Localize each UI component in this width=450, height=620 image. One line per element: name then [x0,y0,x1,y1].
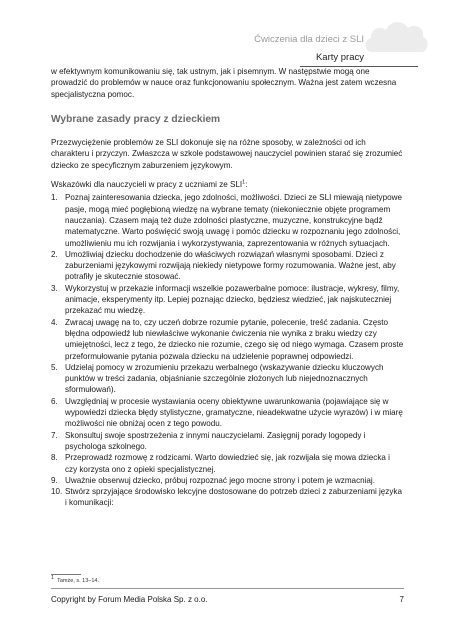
page-number: 7 [399,595,404,604]
list-item [51,192,404,248]
header-title: Ćwiczenia dla dzieci z SLI [254,34,364,45]
intro-paragraph: w efektywnym komunikowaniu się, tak ustnym, jak i pisemnym. W następstwie mogą one prowadzić do problemów w nauce oraz funkcjonowaniu społecznym. Ważna jest zatem wczesna specjalistyczna pomoc. [51,67,397,99]
list-item-number: 6. [51,396,58,406]
list-item [51,475,404,486]
list-item-text: Zwracaj uwagę na to, czy uczeń dobrze rozumie pytanie, polecenie, treść zadania. Często błędna odpowiedź lub niewłaściwe wykonanie ćwiczenia nie wynika z braku wiedzy czy umiejętności, lecz z tego, że dziecko nie rozumie, czego się od niego wymaga. Czasem proste przeformułowanie pytania pozwala dziecku na udzielenie poprawnej odpowiedzi. [65,317,404,361]
list-item-number: 9. [51,475,58,485]
footnote-reference: 1 [242,179,246,186]
list-item-text: Uwzględniaj w procesie wystawiania oceny obiektywne uwarunkowania (pojawiające się w wypowiedzi dziecka błędy stylistyczne, gramatyczne, nieadekwatne użycie wyrazów) i w miarę możliwości nie obniżaj ocen z tego powodu. [65,396,403,429]
list-item-number: 4. [51,317,58,327]
list-item-number: 7. [51,430,58,440]
list-item-text: Wykorzystuj w przekazie informacji wszelkie pozawerbalne pomoce: ilustracje, wykresy, filmy, animacje, eksperymenty itp. Lepiej poznając dziecko, będziesz wiedzieć, jak najskuteczniej przekazać mu wiedzę. [65,283,400,316]
list-item [51,283,404,317]
list-item [51,249,404,283]
list-item-text: Stwórz sprzyjające środowisko lekcyjne dostosowane do potrzeb dzieci z zaburzeniami języka i komunikacji: [65,487,402,508]
header-subtitle: Karty pracy [315,52,364,63]
list-item-number: 2. [51,249,58,259]
list-intro-text: Wskazówki dla nauczycieli w pracy z uczniami ze SLI [51,180,243,190]
copyright-text: Copyright by Forum Media Polska Sp. z o.o. [51,595,208,604]
page-header [0,14,450,64]
list-item [51,452,404,475]
list-item [51,486,404,509]
list-item [51,362,404,396]
list-item-text: Udzielaj pomocy w zrozumieniu przekazu werbalnego (wskazywanie dziecku kluczowych punktów w treści zadania, objaśnianie szczególnie złożonych lub niejednoznacznych sformułowań). [65,362,384,395]
list-item [51,396,404,430]
section-paragraph: Przezwyciężenie problemów ze SLI dokonuje się na różne sposoby, w zależności od ich charakteru i przyczyn. Zwłaszcza w szkole podstawowej nauczyciel powinien starać się zrozumieć dziecko ze specyficznym zaburzeniem językowym. [51,138,403,170]
cloud-icon [362,18,430,56]
list-intro [51,179,404,190]
list-item-text: Poznaj zainteresowania dziecka, jego zdolności, możliwości. Dzieci ze SLI miewają nietypowe pasje, mogą mieć pogłębioną wiedzę na wybrane tematy (niekoniecznie objęte programem nauczania). Czasem mają też duże zdolności plastyczne, muzyczne, konstrukcyjne bądź matematyczne. Warto poświęcić swoją uwagę i pomóc dziecku w rozpoznaniu jego zdolności, umożliwieniu mu ich rozwijania i wykorzystywania, zaprezentowania w różnych sytuacjach. [65,193,402,248]
list-item [51,430,404,453]
tips-list [51,192,404,508]
list-item-text: Uważnie obserwuj dziecko, próbuj rozpoznać jego mocne strony i potem je wzmacniaj. [65,475,375,485]
list-item-number: 5. [51,362,58,372]
footnote [51,575,100,584]
list-item-number: 10. [51,487,63,497]
footnote-text: Tamże, s. 13–14. [57,578,100,584]
list-item-number: 1. [51,193,58,203]
list-item [51,317,404,362]
list-item-number: 8. [51,453,58,463]
section-title: Wybrane zasady pracy z dzieckiem [51,113,221,125]
list-item-number: 3. [51,283,58,293]
main-content [51,66,404,509]
footer-divider [51,588,404,589]
list-item-text: Skonsultuj swoje spostrzeżenia z innymi nauczycielami. Zasięgnij porady logopedy i psychologa szkolnego. [65,430,366,451]
list-intro-end: : [245,180,248,190]
list-item-text: Umożliwiaj dziecku dochodzenie do właściwych rozwiązań własnymi sposobami. Dzieci z zaburzeniami językowymi rozwijają niekiedy nietypowe formy rozumowania. Ważne jest, aby potrafiły je skutecznie stosować. [65,249,396,282]
footnote-divider [51,574,81,575]
list-item-text: Przeprowadź rozmowę z rodzicami. Warto dowiedzieć się, jak rozwijała się mowa dziecka i czy korzysta ono z opieki specjalistycznej. [65,453,390,474]
footnote-marker: 1 [51,575,55,582]
